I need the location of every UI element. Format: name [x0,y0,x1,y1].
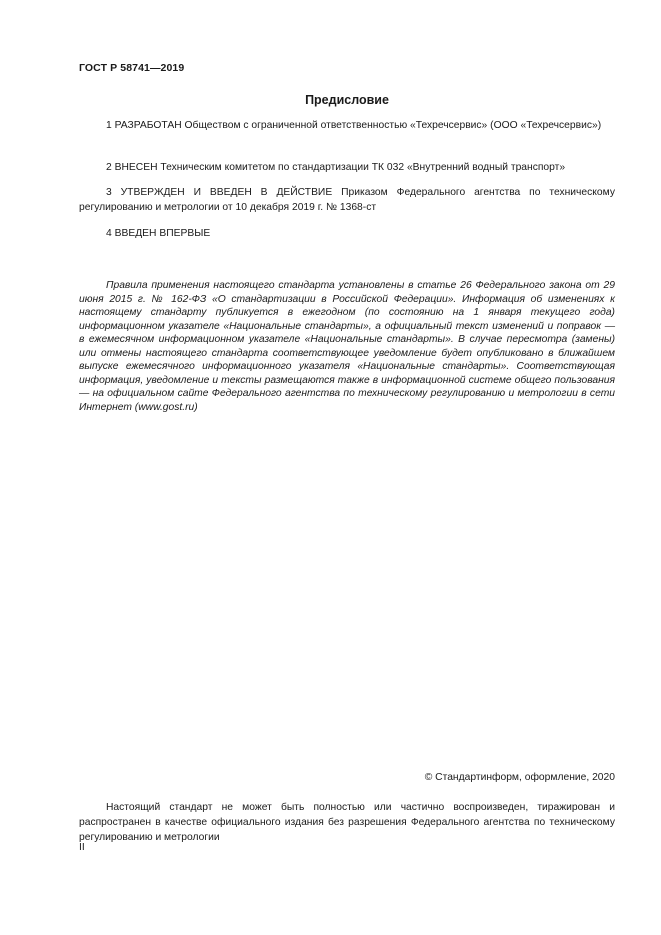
copyright-line: © Стандартинформ, оформление, 2020 [424,772,615,783]
preface-item-approved: 3 УТВЕРЖДЕН И ВВЕДЕН В ДЕЙСТВИЕ Приказом Федерального агентства по техническому регулированию и метрологии от 10 декабря 2019 г. № 1368-ст [79,187,615,213]
reproduction-notice: Настоящий стандарт не может быть полностью или частично воспроизведен, тиражирован и распространен в качестве официального издания без разрешения Федерального агентства по техническому регулированию и метрологии [79,802,615,843]
rules-notice: Правила применения настоящего стандарта установлены в статье 26 Федерального закона от 29 июня 2015 г. № 162-ФЗ «О стандартизации в Российской Федерации». Информация об изменениях к настоящему стандарту публикуется в ежегодном (по состоянию на 1 января текущего года) информационном указателе «Национальные стандарты», а официальный текст изменений и поправок — в ежемесячном информационном указателе «Национальные стандарты». В случае пересмотра (замены) или отмены настоящего стандарта соответствующее уведомление будет опубликовано в ближайшем выпуске ежемесячного информационного указателя «Национальные стандарты». Соответствующая информация, уведомление и тексты размещаются также в информационной системе общего пользования — на официальном сайте Федерального агентства по техническому регулированию и метрологии в сети Интернет (www.gost.ru) [79,280,615,413]
preface-item-introduced: 2 ВНЕСЕН Техническим комитетом по стандартизации ТК 032 «Внутренний водный транспорт» [106,162,566,173]
section-title: Предисловие [305,93,389,107]
page-number: II [79,842,85,853]
preface-item-first-introduced: 4 ВВЕДЕН ВПЕРВЫЕ [106,228,211,239]
document-code: ГОСТ Р 58741—2019 [79,62,185,74]
preface-item-developed: 1 РАЗРАБОТАН Обществом с ограниченной ответственностью «Техречсервис» (ООО «Техречсервис») [106,120,602,131]
